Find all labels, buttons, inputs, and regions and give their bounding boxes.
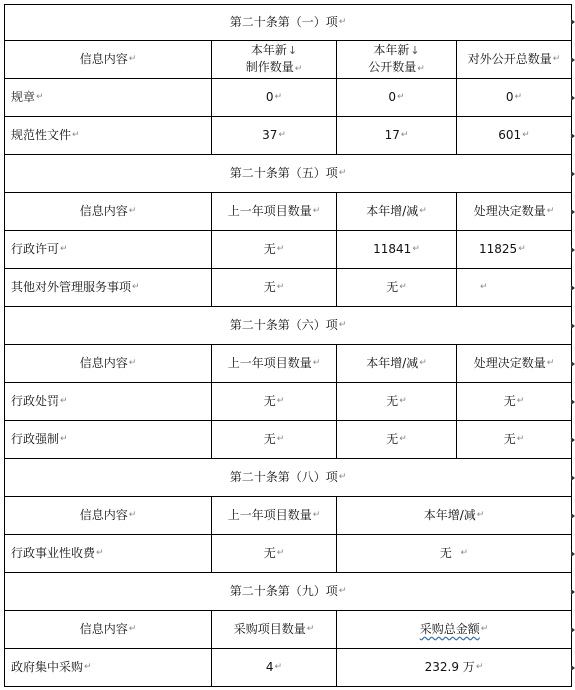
cell-value: 17 ↵ bbox=[337, 117, 457, 155]
row-label: 政府集中采购 ↵ bbox=[4, 649, 212, 687]
table-row bbox=[4, 117, 572, 155]
cell-value: 无 ↵ bbox=[337, 269, 457, 307]
row-end-marker-icon bbox=[571, 361, 575, 367]
header-prev-year-count: 上一年项目数量 ↵ bbox=[212, 193, 337, 231]
header-decision-count: 处理决定数量 ↵ bbox=[457, 193, 572, 231]
cell-value: 无 ↵ bbox=[212, 231, 337, 269]
cell-value: 232.9 万 ↵ bbox=[337, 649, 572, 687]
row-end-marker-icon bbox=[571, 133, 575, 139]
cell-value: 无 ↵ bbox=[212, 421, 337, 459]
table-row bbox=[4, 269, 572, 307]
section-title: 第二十条第（一）项 ↵ bbox=[4, 4, 572, 41]
row-end-marker-icon bbox=[571, 19, 575, 25]
header-info-content: 信息内容 ↵ bbox=[4, 611, 212, 649]
row-label: 其他对外管理服务事项 ↵ bbox=[4, 269, 212, 307]
row-label: 行政处罚 ↵ bbox=[4, 383, 212, 421]
header-prev-year-count: 上一年项目数量 ↵ bbox=[212, 345, 337, 383]
row-label: 规章 ↵ bbox=[4, 79, 212, 117]
section-1-title-row bbox=[4, 4, 572, 41]
header-prev-year-count: 上一年项目数量 ↵ bbox=[212, 497, 337, 535]
row-end-marker-icon bbox=[571, 57, 575, 63]
header-info-content: 信息内容 ↵ bbox=[4, 193, 212, 231]
cell-value: 601 ↵ bbox=[457, 117, 572, 155]
cell-value: 无 ↵ bbox=[212, 535, 337, 573]
header-decision-count: 处理决定数量 ↵ bbox=[457, 345, 572, 383]
table-row bbox=[4, 383, 572, 421]
section-4-header-row bbox=[4, 497, 572, 535]
row-label: 行政许可 ↵ bbox=[4, 231, 212, 269]
header-year-change: 本年增/减 ↵ bbox=[337, 345, 457, 383]
cell-value: 11825 ↵ bbox=[457, 231, 572, 269]
cell-value: 无 ↵ bbox=[337, 421, 457, 459]
row-end-marker-icon bbox=[571, 551, 575, 557]
section-title: 第二十条第（八）项 ↵ bbox=[4, 459, 572, 497]
section-5-title-row bbox=[4, 573, 572, 611]
header-year-change: 本年增/减 ↵ bbox=[337, 193, 457, 231]
section-3-title-row bbox=[4, 307, 572, 345]
section-5-header-row bbox=[4, 611, 572, 649]
section-2-title-row bbox=[4, 155, 572, 193]
row-end-marker-icon bbox=[571, 323, 575, 329]
header-info-content: 信息内容 ↵ bbox=[4, 497, 212, 535]
header-new-made-count: 本年新↓ 制作数量↵ bbox=[212, 41, 337, 79]
row-end-marker-icon bbox=[571, 627, 575, 633]
section-4-title-row bbox=[4, 459, 572, 497]
row-end-marker-icon bbox=[571, 171, 575, 177]
cell-value: 无 ↵ bbox=[212, 269, 337, 307]
header-info-content: 信息内容 ↵ bbox=[4, 345, 212, 383]
cell-value: 无 ↵ bbox=[457, 383, 572, 421]
section-title: 第二十条第（九）项 ↵ bbox=[4, 573, 572, 611]
row-label: 规范性文件 ↵ bbox=[4, 117, 212, 155]
header-info-content: 信息内容 ↵ bbox=[4, 41, 212, 79]
row-end-marker-icon bbox=[571, 513, 575, 519]
row-end-marker-icon bbox=[571, 589, 575, 595]
cell-value: 0 ↵ bbox=[212, 79, 337, 117]
row-end-marker-icon bbox=[571, 247, 575, 253]
row-end-marker-icon bbox=[571, 665, 575, 671]
cell-value: 无 ↵ bbox=[457, 421, 572, 459]
cell-value: 11841 ↵ bbox=[337, 231, 457, 269]
row-end-marker-icon bbox=[571, 475, 575, 481]
table-row bbox=[4, 535, 572, 573]
row-label: 行政事业性收费 ↵ bbox=[4, 535, 212, 573]
cell-value: 无 ↵ bbox=[337, 535, 572, 573]
table-row bbox=[4, 79, 572, 117]
row-end-marker-icon bbox=[571, 209, 575, 215]
header-year-change: 本年增/减 ↵ bbox=[337, 497, 572, 535]
header-total-public-count: 对外公开总数量 ↵ bbox=[457, 41, 572, 79]
cell-value: 37 ↵ bbox=[212, 117, 337, 155]
row-end-marker-icon bbox=[571, 285, 575, 291]
cell-value: 0 ↵ bbox=[457, 79, 572, 117]
section-title: 第二十条第（六）项 ↵ bbox=[4, 307, 572, 345]
cell-value: ↵ bbox=[457, 269, 572, 307]
section-2-header-row bbox=[4, 193, 572, 231]
section-1-header-row bbox=[4, 41, 572, 79]
cell-value: 无 ↵ bbox=[337, 383, 457, 421]
section-title: 第二十条第（五）项 ↵ bbox=[4, 155, 572, 193]
row-label: 行政强制 ↵ bbox=[4, 421, 212, 459]
section-3-header-row bbox=[4, 345, 572, 383]
table-row bbox=[4, 649, 572, 687]
table-row bbox=[4, 231, 572, 269]
cell-value: 无 ↵ bbox=[212, 383, 337, 421]
header-purchase-count: 采购项目数量 ↵ bbox=[212, 611, 337, 649]
row-end-marker-icon bbox=[571, 399, 575, 405]
row-end-marker-icon bbox=[571, 437, 575, 443]
cell-value: 0 ↵ bbox=[337, 79, 457, 117]
header-purchase-total: 采购总金额 ↵ bbox=[337, 611, 572, 649]
row-end-marker-icon bbox=[571, 95, 575, 101]
header-new-public-count: 本年新↓ 公开数量↵ bbox=[337, 41, 457, 79]
table-row bbox=[4, 421, 572, 459]
cell-value: 4 ↵ bbox=[212, 649, 337, 687]
